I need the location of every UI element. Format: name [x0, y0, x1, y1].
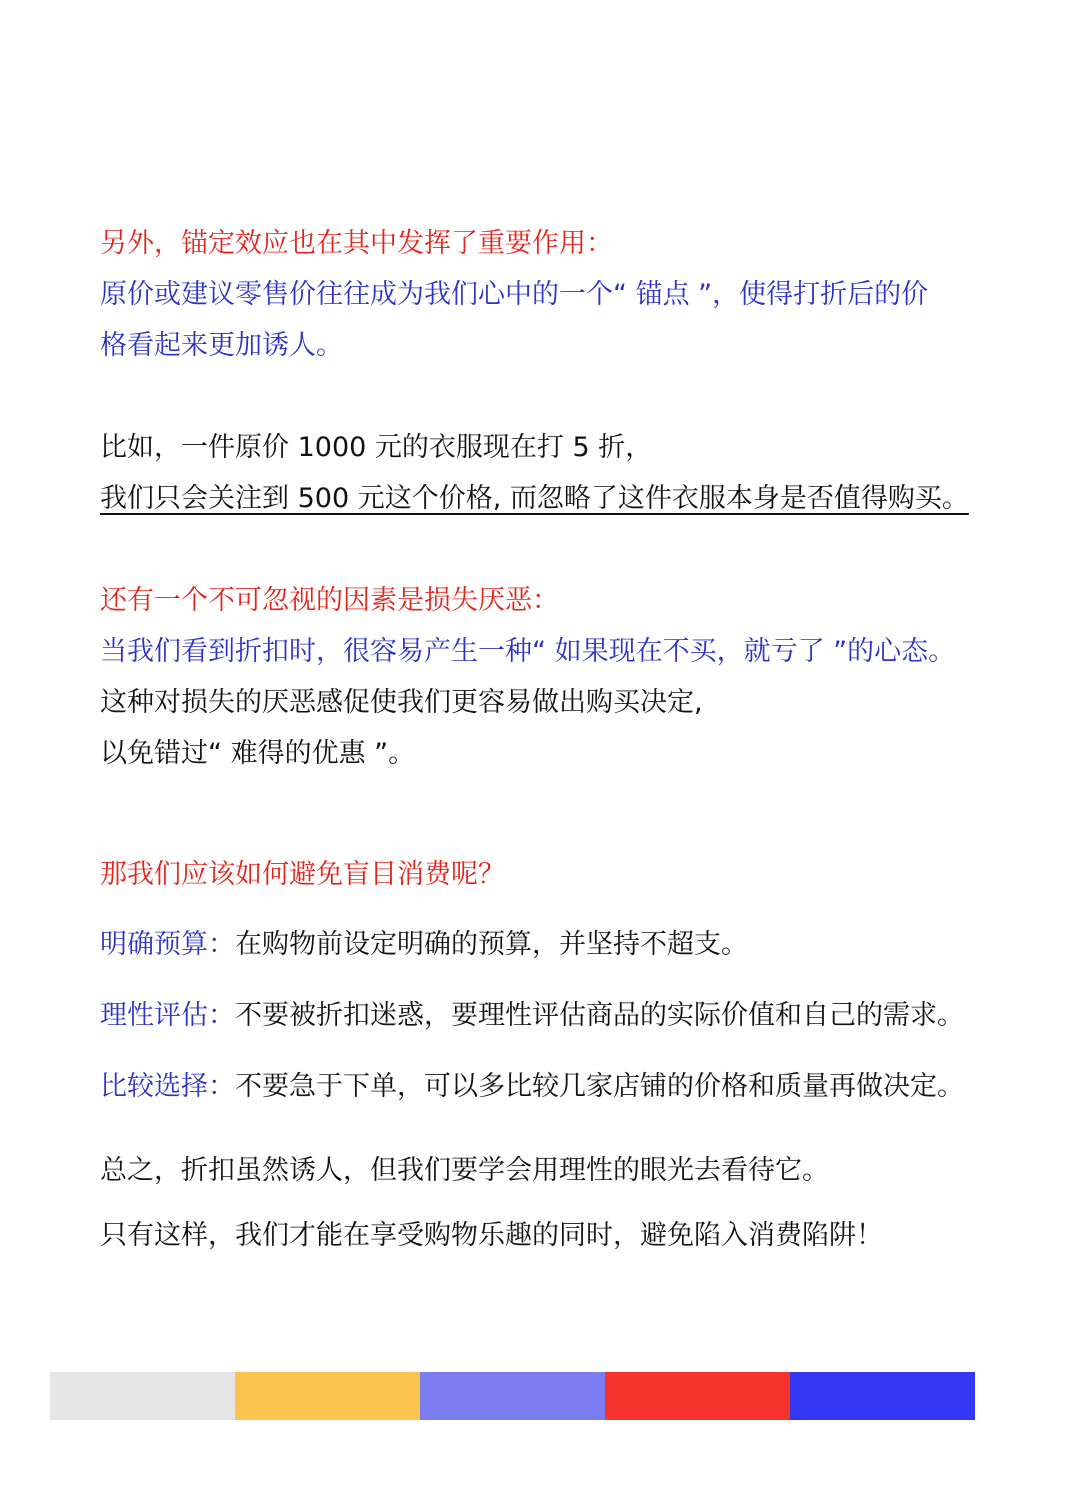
section1-blue-line-1: 原价或建议零售价往往成为我们心中的一个“ 锚点 ”，使得打折后的价 — [100, 279, 929, 310]
conclusion-line-1: 总之，折扣虽然诱人，但我们要学会用理性的眼光去看待它。 — [100, 1155, 829, 1186]
tip-compare-label: 比较选择： — [100, 1071, 235, 1102]
tip-evaluate-label: 理性评估： — [100, 1000, 235, 1031]
conclusion-line-2: 只有这样，我们才能在享受购物乐趣的同时，避免陷入消费陷阱！ — [100, 1220, 883, 1251]
color-bar-segment-lavender — [420, 1372, 605, 1420]
tip-budget — [100, 927, 748, 963]
section2-heading: 还有一个不可忽视的因素是损失厌恶： — [100, 585, 559, 616]
color-bar-segment-gray — [50, 1372, 235, 1420]
decorative-color-bar — [50, 1372, 975, 1420]
section1-heading: 另外，锚定效应也在其中发挥了重要作用： — [100, 228, 613, 259]
section2-line-3: 以免错过“ 难得的优惠 ”。 — [100, 738, 416, 769]
tip-compare — [100, 1069, 964, 1105]
tip-budget-text: 在购物前设定明确的预算，并坚持不超支。 — [235, 929, 748, 960]
example-line-2-underlined: 我们只会关注到 500 元这个价格, 而忽略了这件衣服本身是否值得购买。 — [100, 483, 969, 514]
color-bar-segment-yellow — [235, 1372, 420, 1420]
section2-blue-line: 当我们看到折扣时，很容易产生一种“ 如果现在不买，就亏了 ”的心态。 — [100, 636, 956, 667]
tip-evaluate — [100, 998, 964, 1034]
example-line-1: 比如，一件原价 1000 元的衣服现在打 5 折， — [100, 432, 653, 463]
section1-blue-line-2: 格看起来更加诱人。 — [100, 330, 343, 361]
section2-line-2: 这种对损失的厌恶感促使我们更容易做出购买决定, — [100, 687, 703, 718]
tip-budget-label: 明确预算： — [100, 929, 235, 960]
color-bar-segment-red — [605, 1372, 790, 1420]
color-bar-segment-blue — [790, 1372, 975, 1420]
section3-heading: 那我们应该如何避免盲目消费呢？ — [100, 859, 505, 890]
tip-compare-text: 不要急于下单，可以多比较几家店铺的价格和质量再做决定。 — [235, 1071, 964, 1102]
tip-evaluate-text: 不要被折扣迷惑，要理性评估商品的实际价值和自己的需求。 — [235, 1000, 964, 1031]
